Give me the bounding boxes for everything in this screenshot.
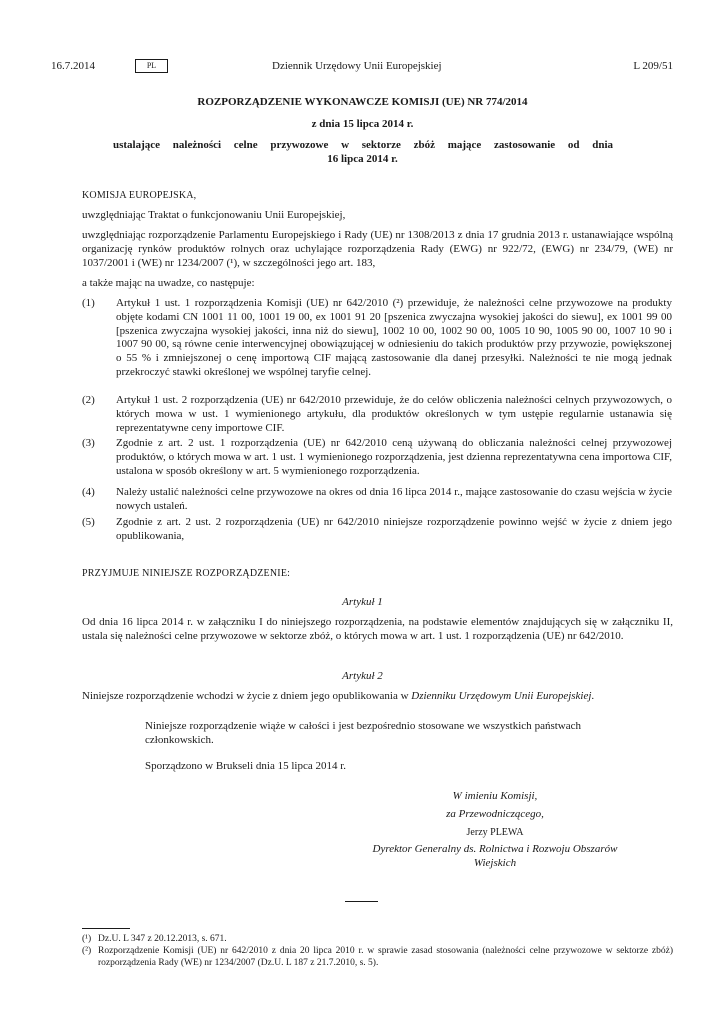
- journal-reference: Dzienniku Urzędowym Unii Europejskiej: [411, 690, 592, 702]
- footnote-divider: [82, 928, 130, 929]
- regulation-subject-cont: 16 lipca 2014 r.: [327, 153, 398, 165]
- header-date: 16.7.2014: [51, 60, 95, 72]
- article-1-heading: Artykuł 1: [342, 596, 383, 608]
- recital-text: Zgodnie z art. 2 ust. 1 rozporządzenia (UE) nr 642/2010 ceną używaną do obliczania należności celnej przywozowej produktów, o których mowa w art. 1 ust. 1 wymienionego rozporządzenia, jest dzienna reprezentatywna cena importowa CIF, ustalona w sposób określony w art. 5 wymienionego rozporządzenia.: [116, 437, 672, 477]
- adoption-statement: PRZYJMUJE NINIEJSZE ROZPORZĄDZENIE:: [82, 568, 291, 579]
- regulation-title: ROZPORZĄDZENIE WYKONAWCZE KOMISJI (UE) NR 774/2014: [197, 96, 528, 108]
- journal-title: Dziennik Urzędowy Unii Europejskiej: [272, 60, 442, 72]
- recital-number: (4): [82, 486, 95, 498]
- footnote-number: (¹): [82, 934, 92, 944]
- article-2-text: Niniejsze rozporządzenie wchodzi w życie z dniem jego opublikowania w Dzienniku Urzędowym Unii Europejskiej.: [82, 690, 595, 702]
- journal-number: L 209/51: [633, 60, 673, 72]
- recital-number: (5): [82, 516, 95, 528]
- regulation-date: z dnia 15 lipca 2014 r.: [311, 118, 414, 130]
- language-badge: PL: [135, 59, 168, 73]
- regulation-subject: ustalające należności celne przywozowe w sektorze zbóż mające zastosowanie od dnia: [113, 139, 613, 151]
- signatory-name: Jerzy PLEWA: [466, 827, 524, 838]
- binding-clause: Niniejsze rozporządzenie wiąże w całości i jest bezpośrednio stosowane we wszystkich państwach członkowskich.: [145, 720, 581, 746]
- signature-on-behalf: W imieniu Komisji,: [452, 790, 538, 802]
- footnote-text: Dz.U. L 347 z 20.12.2013, s. 671.: [98, 934, 227, 944]
- footnote-number: (²): [82, 946, 92, 956]
- whereas-intro: a także mając na uwadze, co następuje:: [82, 277, 255, 289]
- signatory-role: Dyrektor Generalny ds. Rolnictwa i Rozwoju Obszarów: [372, 843, 618, 855]
- footnote-text: Rozporządzenie Komisji (UE) nr 642/2010 z dnia 20 lipca 2010 r. w sprawie zasad stosowania (należności celne przywozowe w sektorze zbóż) rozporządzenia Rady (WE) nr 1234/2007 (Dz.U. L 187 z 21.7.2010, s. 5).: [98, 946, 673, 968]
- recital-text: Artykuł 1 ust. 2 rozporządzenia (UE) nr 642/2010 przewiduje, że do celów obliczenia należności celnych przywozowych, o których mowa w ust. 1 wymienionego artykułu, dla produktów określonych w tym ustępie regularnie ustanawia się reprezentatywne ceny importowe CIF.: [116, 394, 672, 434]
- end-divider: [345, 901, 378, 902]
- recital-number: (3): [82, 437, 95, 449]
- treaty-citation: uwzględniając Traktat o funkcjonowaniu Unii Europejskiej,: [82, 209, 346, 221]
- recital-number: (1): [82, 297, 95, 309]
- recital-number: (2): [82, 394, 95, 406]
- commission-label: KOMISJA EUROPEJSKA,: [82, 190, 197, 201]
- recital-text: Należy ustalić należności celne przywozowe na okres od dnia 16 lipca 2014 r., mające zastosowanie do czasu wejścia w życie nowych ustaleń.: [116, 486, 672, 512]
- signatory-role-cont: Wiejskich: [473, 857, 517, 869]
- signature-for-president: za Przewodniczącego,: [446, 808, 544, 820]
- article-2-heading: Artykuł 2: [342, 670, 383, 682]
- recital-text: Artykuł 1 ust. 1 rozporządzenia Komisji (UE) nr 642/2010 (²) przewiduje, że należności celne przywozowe na produkty objęte kodami CN 1001 11 00, 1001 19 00, ex 1001 91 20 [pszenica zwyczajna wysokiej jakości do siewu], ex 1001 99 00 [pszenica zwyczajna wysokiej jakości, inna niż do siewu], 1002 10 00, 1002 90 00, 1005 10 90, 1005 90 00, 1007 10 90 i 1007 90 00, są równe cenie interwencyjnej obowiązującej w odniesieniu do takich produktów przy przywozie, powiększonej o 55 % i zmniejszonej o cenę importową CIF mającą zastosowanie dla danej przesyłki. Należności te nie mogą jednak przekroczyć stawki określonej we wspólnej taryfie celnej.: [116, 297, 672, 378]
- done-at: Sporządzono w Brukseli dnia 15 lipca 2014 r.: [145, 760, 347, 772]
- recital-text: Zgodnie z art. 2 ust. 2 rozporządzenia (UE) nr 642/2010 niniejsze rozporządzenie powinno wejść w życie z dniem jego opublikowania,: [116, 516, 672, 542]
- regulation-citation: uwzględniając rozporządzenie Parlamentu Europejskiego i Rady (UE) nr 1308/2013 z dnia 17 grudnia 2013 r. ustanawiające wspólną organizację rynków produktów rolnych oraz uchylające rozporządzenia Rady (EWG) nr 922/72, (EWG) nr 234/79, (WE) nr 1037/2001 i (WE) nr 1234/2007 (¹), w szczególności jego art. 183,: [82, 229, 673, 269]
- article-1-text: Od dnia 16 lipca 2014 r. w załączniku I do niniejszego rozporządzenia, na podstawie elementów znajdujących się w załączniku II, ustala się należności celne przywozowe w sektorze zbóż, o których mowa w art. 1 ust. 1 rozporządzenia (UE) nr 642/2010.: [82, 616, 673, 642]
